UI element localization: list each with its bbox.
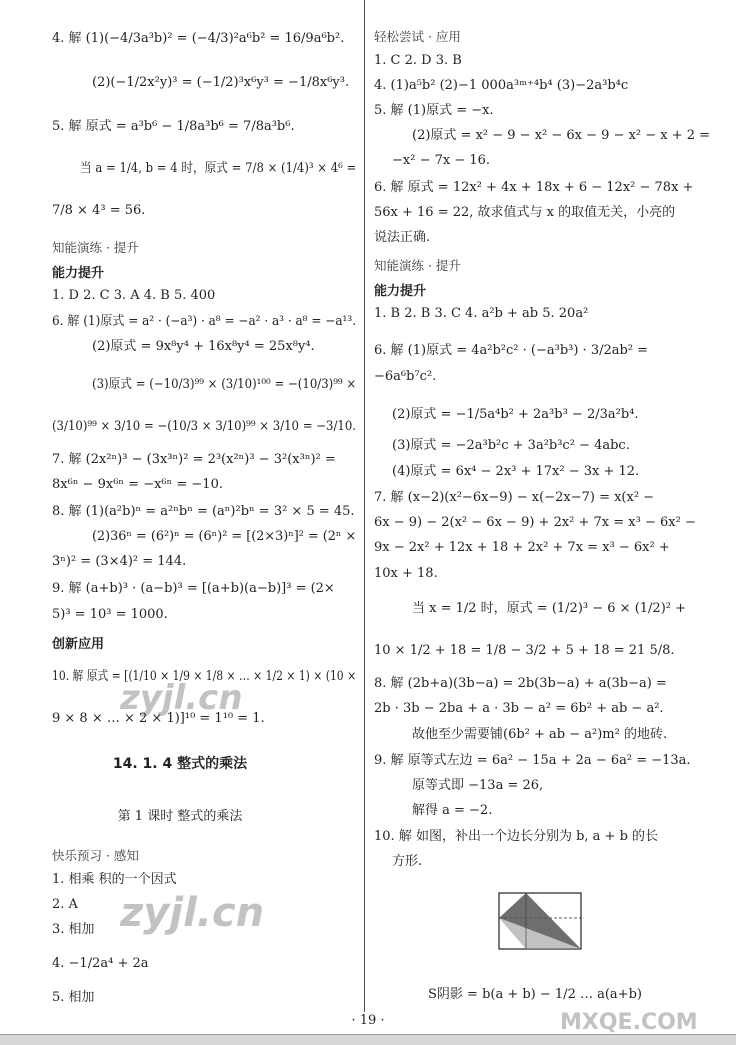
answer-line: 8x⁶ⁿ − 9x⁶ⁿ = −x⁶ⁿ = −10. [52,477,223,492]
lesson-title: 14. 1. 4 整式的乘法 [112,756,248,772]
section-heading-zhineng-right: 知能演练 · 提升 [374,258,461,273]
answer-line: 10. 解 原式 = [(1/10 × 1/9 × 1/8 × … × 1/2 × 1) × (10 × [52,669,357,684]
answer-line: 1. C 2. D 3. B [374,53,462,68]
answer-line: (4)原式 = 6x⁴ − 2x³ + 17x² − 3x + 12. [392,464,640,479]
answer-line: 5)³ = 10³ = 1000. [52,607,168,622]
answer-line: (3/10)⁹⁹ × 3/10 = −(10/3 × 3/10)⁹⁹ × 3/10 = −3/10. [52,419,356,434]
answer-line: 6. 解 (1)原式 = 4a²b²c² · (−a³b³) · 3/2ab² = [374,343,649,358]
section-heading-qingsong: 轻松尝试 · 应用 [374,29,461,44]
answer-line: 1. D 2. C 3. A 4. B 5. 400 [52,288,216,303]
answer-line: 56x + 16 = 22, 故求值式与 x 的取值无关，小亮的 [374,205,676,220]
answer-line: 4. −1/2a⁴ + 2a [52,956,149,971]
rectangle-figure [498,892,582,950]
answer-line: 6. 解 (1)原式 = a² · (−a³) · a⁸ = −a² · a³ · a⁸ = −a¹³. [52,314,357,329]
answer-line: 10x + 18. [374,566,438,581]
answer-line: S阴影 = b(a + b) − 1/2 … a(a+b) [428,987,642,1002]
answer-line: −x² − 7x − 16. [392,153,491,168]
answer-line: 8. 解 (1)(a²b)ⁿ = a²ⁿbⁿ = (aⁿ)²bⁿ = 3² × 5 = 45. [52,504,355,519]
section-heading-kuaile: 快乐预习 · 感知 [52,848,139,863]
answer-line: 当 x = 1/2 时，原式 = (1/2)³ − 6 × (1/2)² + [412,601,686,616]
answer-line: 9 × 8 × … × 2 × 1)]¹⁰ = 1¹⁰ = 1. [52,711,265,726]
answer-line: 6x − 9) − 2(x² − 6x − 9) + 2x² + 7x = x³ − 6x² − [374,515,696,530]
answer-line: (2)(−1/2x²y)³ = (−1/2)³x⁶y³ = −1/8x⁶y³. [92,75,350,90]
watermark-zyjl-2: zyjl.cn [120,890,265,936]
answer-line: 7/8 × 4³ = 56. [52,203,146,218]
answer-line: 方形. [392,854,423,869]
answer-line: (2)36ⁿ = (6²)ⁿ = (6ⁿ)² = [(2×3)ⁿ]² = (2ⁿ × [92,529,357,544]
answer-line: 7. 解 (x−2)(x²−6x−9) − x(−2x−7) = x(x² − [374,490,655,505]
answer-line: 10. 解 如图，补出一个边长分别为 b, a + b 的长 [374,829,659,844]
answer-line: 4. (1)a⁵b² (2)−1 000a³ᵐ⁺⁴b⁴ (3)−2a³b⁴c [374,78,629,93]
subheading-nengli-left: 能力提升 [52,266,105,281]
lesson-subtitle: 第 1 课时 整式的乘法 [117,809,243,824]
column-divider [364,0,365,1012]
answer-line: −6a⁶b⁷c². [374,369,437,384]
answer-line: 9. 解 (a+b)³ · (a−b)³ = [(a+b)(a−b)]³ = (2× [52,581,335,596]
watermark-zyjl-1: zyjl.cn [120,678,243,718]
answer-line: 9x − 2x² + 12x + 18 + 2x² + 7x = x³ − 6x² + [374,540,670,555]
answer-line: 2b · 3b − 2ba + a · 3b − a² = 6b² + ab − a². [374,701,664,716]
answer-line: (2)原式 = 9x⁸y⁴ + 16x⁸y⁴ = 25x⁸y⁴. [92,339,315,354]
answer-line: 当 a = 1/4, b = 4 时，原式 = 7/8 × (1/4)³ × 4⁶ = [80,161,357,176]
answer-line: (2)原式 = −1/5a⁴b² + 2a³b³ − 2/3a²b⁴. [392,407,639,422]
answer-line: 10 × 1/2 + 18 = 1/8 − 3/2 + 5 + 18 = 21 5/8. [374,643,675,658]
answer-line: (3)原式 = −2a³b²c + 3a²b³c² − 4abc. [392,438,630,453]
answer-line: 3ⁿ)² = (3×4)² = 144. [52,554,187,569]
answer-line: 解得 a = −2. [412,803,493,818]
answer-line: (3)原式 = (−10/3)⁹⁹ × (3/10)¹⁰⁰ = −(10/3)⁹⁹ × [92,377,357,392]
answer-line: (2)原式 = x² − 9 − x² − 6x − 9 − x² − x + 2 = [412,128,711,143]
answer-line: 9. 解 原等式左边 = 6a² − 15a + 2a − 6a² = −13a. [374,753,691,768]
answer-line: 1. 相乘 积的一个因式 [52,872,177,887]
answer-line: 5. 解 (1)原式 = −x. [374,103,494,118]
subheading-nengli-right: 能力提升 [374,284,427,299]
bottom-bar [0,1034,736,1045]
answer-line: 2. A [52,897,78,912]
answer-line: 5. 解 原式 = a³b⁶ − 1/8a³b⁶ = 7/8a³b⁶. [52,119,295,134]
answer-line: 原等式即 −13a = 26, [412,778,544,793]
section-heading-zhineng-left: 知能演练 · 提升 [52,240,139,255]
watermark-mxqe: MXQE.COM [560,1010,698,1035]
answer-line: 7. 解 (2x²ⁿ)³ − (3x³ⁿ)² = 2³(x²ⁿ)³ − 3²(x³ⁿ)² = [52,452,336,467]
answer-line: 5. 相加 [52,990,95,1005]
answer-line: 4. 解 (1)(−4/3a³b)² = (−4/3)²a⁶b² = 16/9a⁶b². [52,31,345,46]
answer-line: 说法正确. [374,230,431,245]
answer-line: 1. B 2. B 3. C 4. a²b + ab 5. 20a² [374,306,589,321]
page-number: · 19 · [351,1013,385,1028]
answer-line: 8. 解 (2b+a)(3b−a) = 2b(3b−a) + a(3b−a) = [374,676,667,691]
answer-line: 6. 解 原式 = 12x² + 4x + 18x + 6 − 12x² − 78x + [374,180,694,195]
answer-line: 3. 相加 [52,922,95,937]
answer-line: 故他至少需要铺(6b² + ab − a²)m² 的地砖. [412,727,668,742]
subheading-chuangxin: 创新应用 [52,637,105,652]
